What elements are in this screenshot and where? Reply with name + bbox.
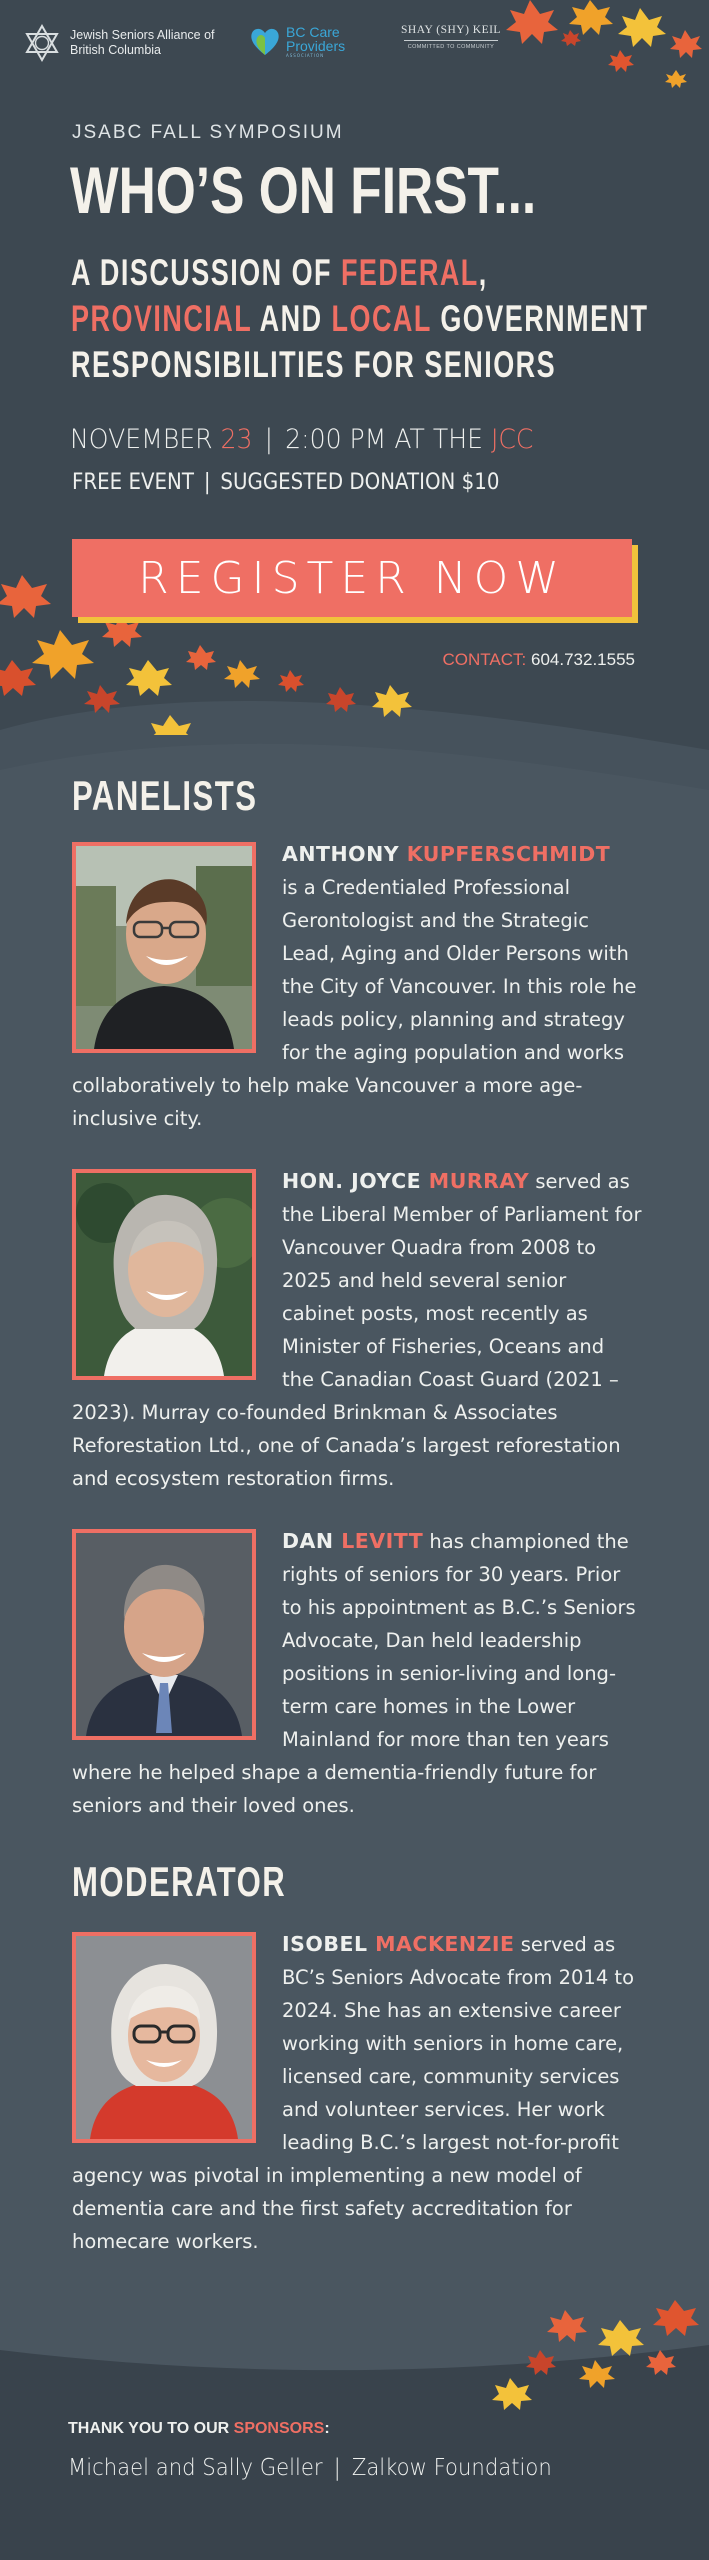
subtitle-part: GOVERNMENT (431, 298, 649, 339)
panelist-last-name: MURRAY (428, 1169, 530, 1193)
panelist-photo (72, 1169, 256, 1380)
panelist-card (72, 1165, 642, 1495)
event-venue: JCC (490, 424, 534, 455)
bccp-logo-text-1: BC Care (286, 23, 340, 40)
panelist-name (282, 1169, 529, 1193)
sponsors-label-colon: : (324, 2420, 330, 2437)
partner-logos (22, 18, 501, 68)
contact-phone[interactable]: 604.732.1555 (526, 650, 635, 669)
sponsor-name: Zalkow Foundation (351, 2455, 552, 2481)
subtitle-part: A DISCUSSION OF (71, 252, 341, 293)
contact-info (443, 650, 635, 670)
panelist-last-name: KUPFERSCHMIDT (406, 842, 611, 866)
moderator-card (72, 1928, 642, 2258)
event-date-time (70, 424, 533, 455)
panelist-name (282, 1529, 423, 1553)
panelist-first-name: DAN (282, 1529, 342, 1553)
star-of-david-icon (22, 23, 62, 63)
event-month: NOVEMBER (70, 424, 221, 455)
bccp-logo-sub: ASSOCIATION (286, 52, 325, 58)
subtitle-part: AND (251, 298, 332, 339)
heart-icon (248, 24, 282, 58)
shay-keil-logo (396, 24, 506, 50)
panelist-bio: is a Credentialed Professional Gerontologist and the Strategic Lead, Aging and Older Persons with the City of Vancouver. In this role he leads policy, planning and strategy for the aging population and works collaboratively to help make Vancouver a more age-inclusive city. (72, 876, 637, 1130)
background-bottom (0, 2340, 709, 2560)
event-day: 23 (220, 424, 253, 455)
panelist-first-name: HON. JOYCE (282, 1169, 429, 1193)
panelist-photo (72, 1529, 256, 1740)
event-title: WHO’S ON FIRST... (70, 153, 537, 227)
shay-logo-divider (404, 40, 498, 41)
donation-text: SUGGESTED DONATION $10 (220, 470, 500, 495)
panelist-first-name: ANTHONY (282, 842, 407, 866)
panelist-photo (72, 842, 256, 1053)
jsabc-logo (22, 23, 230, 63)
register-button-label: REGISTER NOW (138, 552, 566, 604)
moderator-first-name: ISOBEL (282, 1932, 376, 1956)
panelist-last-name: LEVITT (341, 1529, 424, 1553)
sponsors-label-text: THANK YOU TO OUR (68, 2420, 234, 2437)
moderator-bio: served as BC’s Seniors Advocate from 2014 to 2024. She has an extensive career working with seniors in home care, licensed care, community services and volunteer services. Her work leading B.C.’s largest not-for-profit agency was pivotal in implementing a new model of dementia care and the first safety accreditation for homecare workers. (72, 1933, 634, 2253)
free-event-text: FREE EVENT (72, 470, 194, 495)
sponsors-label-accent: SPONSORS (233, 2420, 325, 2437)
panelist-name (282, 842, 610, 866)
panelists-heading: PANELISTS (72, 772, 258, 819)
event-subtitle (71, 250, 655, 388)
subtitle-part: RESPONSIBILITIES FOR SENIORS (71, 344, 557, 385)
shay-logo-name: SHAY (SHY) KEIL (401, 24, 501, 36)
subtitle-part: , (478, 252, 488, 293)
contact-label: CONTACT: (442, 650, 527, 669)
moderator-last-name: MACKENZIE (375, 1932, 515, 1956)
event-kicker: JSABC FALL SYMPOSIUM (72, 122, 344, 143)
sponsor-list (68, 2455, 552, 2481)
panelist-bio: served as the Liberal Member of Parliament for Vancouver Quadra from 2008 to 2025 and held several senior cabinet posts, most recently as Minister of Fisheries, Oceans and the Canadian Coast Guard (2021 –2023). Murray co-founded Brinkman & Associates Reforestation Ltd., one of Canada’s largest reforestation and ecosystem restoration firms. (72, 1170, 642, 1490)
shay-logo-tag: COMMITTED TO COMMUNITY (407, 44, 495, 50)
bccp-logo-text-2: Providers (286, 37, 346, 54)
event-time: 2:00 PM AT THE (285, 424, 491, 455)
moderator-name (282, 1932, 515, 1956)
sponsors-label (68, 2420, 330, 2438)
separator: | (333, 2455, 341, 2481)
subtitle-federal: FEDERAL (340, 252, 479, 293)
panelist-bio: has championed the rights of seniors for 30 years. Prior to his appointment as B.C.’s Seniors Advocate, Dan held leadership positions in senior-living and long-term care homes in the Lower Mainland for more than ten years where he helped shape a dementia-friendly future for seniors and their loved ones. (72, 1530, 636, 1817)
panelist-card (72, 838, 642, 1135)
separator: | (203, 470, 211, 495)
moderator-heading: MODERATOR (72, 1858, 287, 1905)
subtitle-provincial: PROVINCIAL (71, 298, 252, 339)
jsabc-logo-text: Jewish Seniors Alliance of British Columbia (70, 28, 215, 57)
separator: | (264, 424, 274, 455)
panelist-card (72, 1525, 642, 1822)
bccp-logo (248, 24, 345, 58)
moderator-photo (72, 1932, 256, 2143)
register-now-button[interactable] (72, 539, 632, 617)
sponsor-name: Michael and Sally Geller (68, 2455, 323, 2481)
event-pricing (72, 470, 499, 495)
subtitle-local: LOCAL (331, 298, 432, 339)
